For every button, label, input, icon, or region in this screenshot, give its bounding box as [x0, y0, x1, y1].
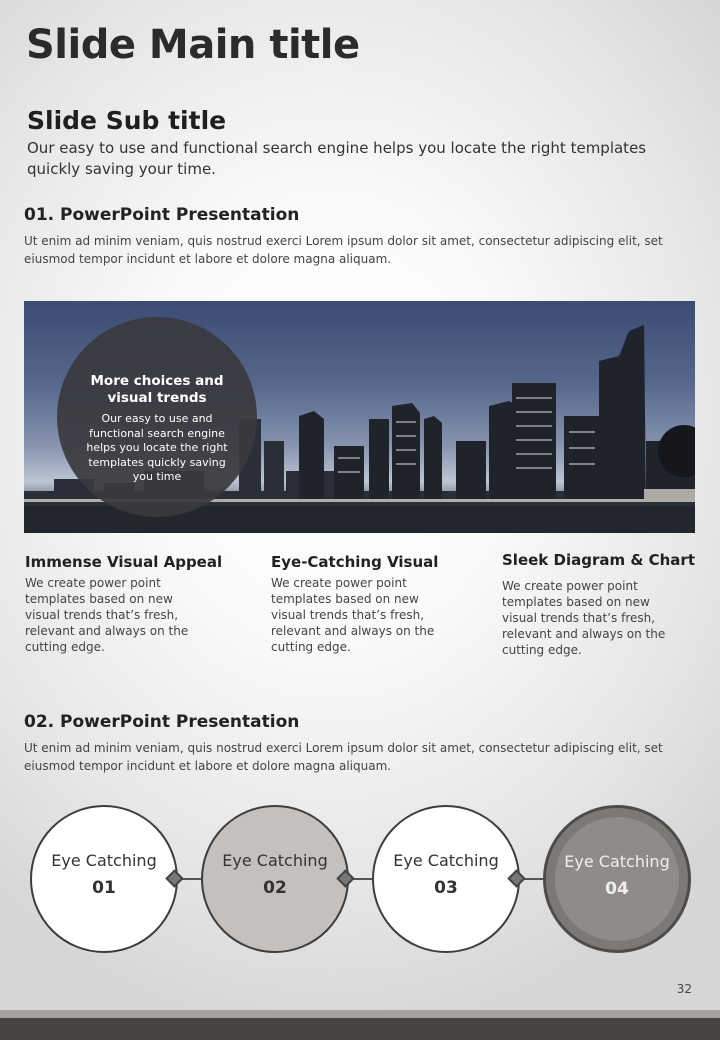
step-circle-2: [201, 805, 349, 953]
feature-2-text: We create power point templates based on new visual trends that’s fresh, relevant and always on the cutting edge.: [271, 576, 435, 654]
feature-1-text: We create power point templates based on new visual trends that’s fresh, relevant and always on the cutting edge.: [25, 576, 189, 654]
section1-heading: 01. PowerPoint Presentation: [24, 205, 300, 225]
step-4-number: 04: [605, 879, 629, 899]
page-number: 32: [676, 982, 692, 996]
step-circle-4: [543, 805, 691, 953]
slide-sub-title: Slide Sub title: [27, 106, 227, 135]
feature-2-title: Eye-Catching Visual: [271, 553, 439, 571]
bubble-text: Our easy to use and functional search engine helps you locate the right templates quickly saving you time: [86, 412, 228, 483]
feature-3-title: Sleek Diagram & Chart: [502, 551, 695, 569]
bubble-title: More choices and visual trends: [90, 373, 224, 406]
step-2-number: 02: [263, 878, 287, 898]
step-1-label: Eye Catching: [51, 851, 157, 870]
step-2-label: Eye Catching: [222, 851, 328, 870]
section2-description: Ut enim ad minim veniam, quis nostrud exerci Lorem ipsum dolor sit amet, consectetur adipiscing elit, set eiusmod tempor incidunt et labore et dolore magna aliquam.: [24, 741, 663, 773]
step-4-label: Eye Catching: [564, 852, 670, 871]
step-1-number: 01: [92, 878, 116, 898]
step-circle-1: [30, 805, 178, 953]
footer-dark-bar: [0, 1018, 720, 1040]
step-3-label: Eye Catching: [393, 851, 499, 870]
slide-main-title: Slide Main title: [26, 22, 360, 68]
banner-info-bubble: [57, 317, 257, 517]
step-circle-3: [372, 805, 520, 953]
section2-heading: 02. PowerPoint Presentation: [24, 712, 300, 732]
footer-light-bar: [0, 1010, 720, 1018]
section1-description: Ut enim ad minim veniam, quis nostrud exerci Lorem ipsum dolor sit amet, consectetur adipiscing elit, set eiusmod tempor incidunt et labore et dolore magna aliquam.: [24, 234, 663, 266]
feature-1-title: Immense Visual Appeal: [25, 553, 223, 571]
feature-3-text: We create power point templates based on new visual trends that’s fresh, relevant and always on the cutting edge.: [502, 579, 666, 657]
slide-sub-description: Our easy to use and functional search engine helps you locate the right templates quickly saving your time.: [27, 139, 647, 178]
step-3-number: 03: [434, 878, 458, 898]
